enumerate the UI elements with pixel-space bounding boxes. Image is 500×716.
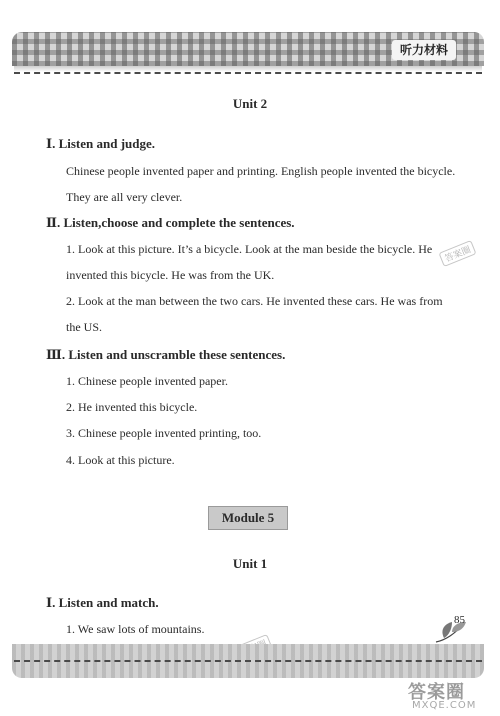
- section-3-line-2: 2. He invented this bicycle.: [66, 400, 198, 414]
- section-2-line-1: 1. Look at this picture. It’s a bicycle. Look at the man beside the bicycle. He: [66, 242, 433, 256]
- page-number: 85: [454, 614, 465, 626]
- header-band: [12, 32, 484, 66]
- unit-2-title: Unit 2: [232, 96, 268, 111]
- section-2-line-4: the US.: [66, 320, 102, 334]
- section-1-line-2: They are all very clever.: [66, 190, 183, 204]
- watermark-url: MXQE.COM: [412, 700, 477, 711]
- header-label: 听力材料: [392, 40, 456, 60]
- watermark-stamp: 答案圈: [438, 240, 476, 267]
- module-title-box: Module 5: [208, 506, 288, 530]
- section-3-line-3: 3. Chinese people invented printing, too.: [66, 426, 262, 440]
- section-2-line-2: invented this bicycle. He was from the UK.: [66, 268, 275, 282]
- section-1-heading: Ⅰ. Listen and judge.: [46, 136, 156, 151]
- unit-1-section-1-heading: Ⅰ. Listen and match.: [46, 595, 159, 610]
- watermark-logo: 答案圈: [408, 682, 465, 703]
- section-3-heading: Ⅲ. Listen and unscramble these sentences.: [46, 347, 286, 362]
- section-3-line-1: 1. Chinese people invented paper.: [66, 374, 228, 388]
- section-2-heading: Ⅱ. Listen,choose and complete the sentences.: [46, 215, 295, 230]
- unit-1-section-1-line-1: 1. We saw lots of mountains.: [66, 622, 205, 636]
- unit-1-title: Unit 1: [232, 556, 268, 571]
- section-2-line-3: 2. Look at the man between the two cars. He invented these cars. He was from: [66, 294, 443, 308]
- header-dashed-line: [14, 72, 482, 74]
- footer-dashed-line: [14, 660, 482, 662]
- section-3-line-4: 4. Look at this picture.: [66, 453, 175, 467]
- section-1-line-1: Chinese people invented paper and printing. English people invented the bicycle.: [66, 164, 456, 178]
